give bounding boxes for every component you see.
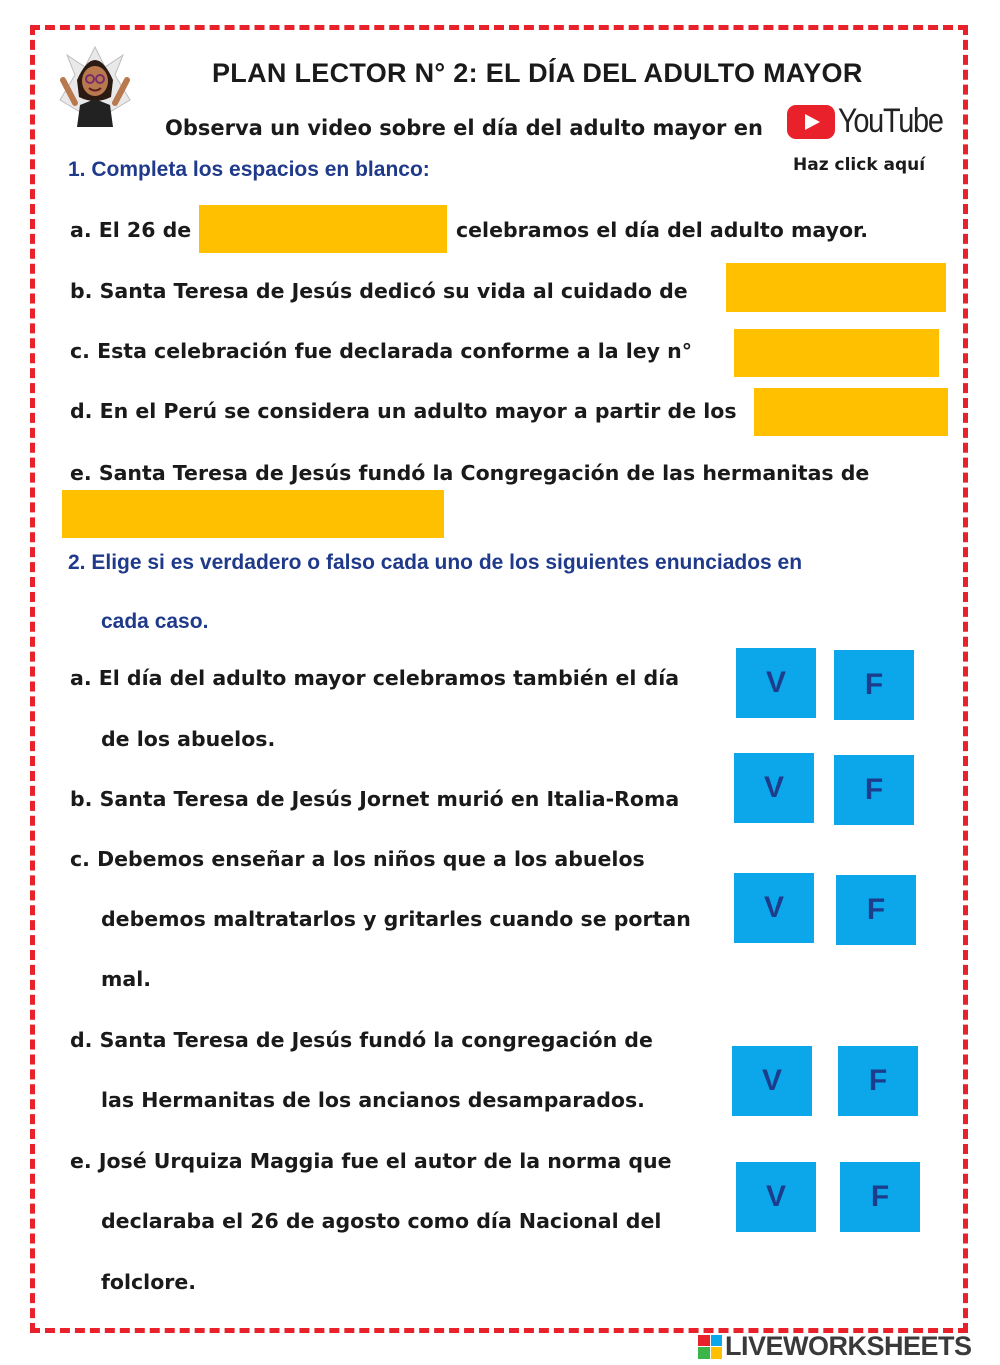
liveworksheets-wordmark: LIVEWORKSHEETS	[725, 1331, 972, 1361]
answer-blank-a[interactable]	[199, 205, 447, 253]
click-hint[interactable]: Haz click aquí	[793, 155, 926, 175]
statement-e-line1: e. José Urquiza Maggia fue el autor de la norma que	[70, 1149, 672, 1173]
answer-blank-c[interactable]	[734, 329, 939, 377]
video-instruction: Observa un video sobre el día del adulto mayor en	[165, 116, 763, 140]
statement-d-line1: d. Santa Teresa de Jesús fundó la congregación de	[70, 1028, 653, 1052]
statement-c-line3: mal.	[101, 967, 152, 991]
true-button-a[interactable]: V	[736, 648, 816, 718]
page-title: PLAN LECTOR N° 2: EL DÍA DEL ADULTO MAYOR	[212, 58, 863, 88]
answer-blank-b[interactable]	[726, 263, 946, 312]
false-button-b[interactable]: F	[834, 755, 914, 825]
statement-e-line2: declaraba el 26 de agosto como día Nacional del	[101, 1209, 662, 1233]
statement-a-line2: de los abuelos.	[101, 727, 276, 751]
fill-a-prefix: a. El 26 de	[70, 218, 192, 242]
statement-b-line1: b. Santa Teresa de Jesús Jornet murió en Italia-Roma	[70, 787, 680, 811]
fill-a-suffix: celebramos el día del adulto mayor.	[456, 218, 869, 242]
true-button-c[interactable]: V	[734, 873, 814, 943]
true-button-d[interactable]: V	[732, 1046, 812, 1116]
true-button-e[interactable]: V	[736, 1162, 816, 1232]
fill-e-prefix: e. Santa Teresa de Jesús fundó la Congregación de las hermanitas de	[70, 461, 870, 485]
false-button-c[interactable]: F	[836, 875, 916, 945]
bitmoji-avatar-icon	[45, 35, 145, 135]
liveworksheets-brand	[698, 1331, 972, 1362]
false-button-a[interactable]: F	[834, 650, 914, 720]
false-button-e[interactable]: F	[840, 1162, 920, 1232]
statement-c-line1: c. Debemos enseñar a los niños que a los abuelos	[70, 847, 645, 871]
false-button-d[interactable]: F	[838, 1046, 918, 1116]
statement-a-line1: a. El día del adulto mayor celebramos también el día	[70, 666, 680, 690]
youtube-label: YouTube	[838, 102, 943, 140]
youtube-play-icon	[787, 105, 835, 139]
statement-e-line3: folclore.	[101, 1270, 197, 1294]
fill-c-prefix: c. Esta celebración fue declarada conforme a la ley n°	[70, 339, 692, 363]
section1-heading: 1. Completa los espacios en blanco:	[68, 158, 430, 181]
fill-b-prefix: b. Santa Teresa de Jesús dedicó su vida al cuidado de	[70, 279, 688, 303]
section2-heading-cont: cada caso.	[101, 610, 209, 633]
answer-blank-e[interactable]	[62, 490, 444, 538]
true-button-b[interactable]: V	[734, 753, 814, 823]
liveworksheets-logo-icon	[698, 1335, 722, 1359]
fill-d-prefix: d. En el Perú se considera un adulto mayor a partir de los	[70, 399, 737, 423]
youtube-link[interactable]	[787, 102, 961, 141]
statement-d-line2: las Hermanitas de los ancianos desamparados.	[101, 1088, 645, 1112]
answer-blank-d[interactable]	[754, 388, 948, 436]
section2-heading: 2. Elige si es verdadero o falso cada uno de los siguientes enunciados en	[68, 551, 803, 574]
statement-c-line2: debemos maltratarlos y gritarles cuando se portan	[101, 907, 691, 931]
